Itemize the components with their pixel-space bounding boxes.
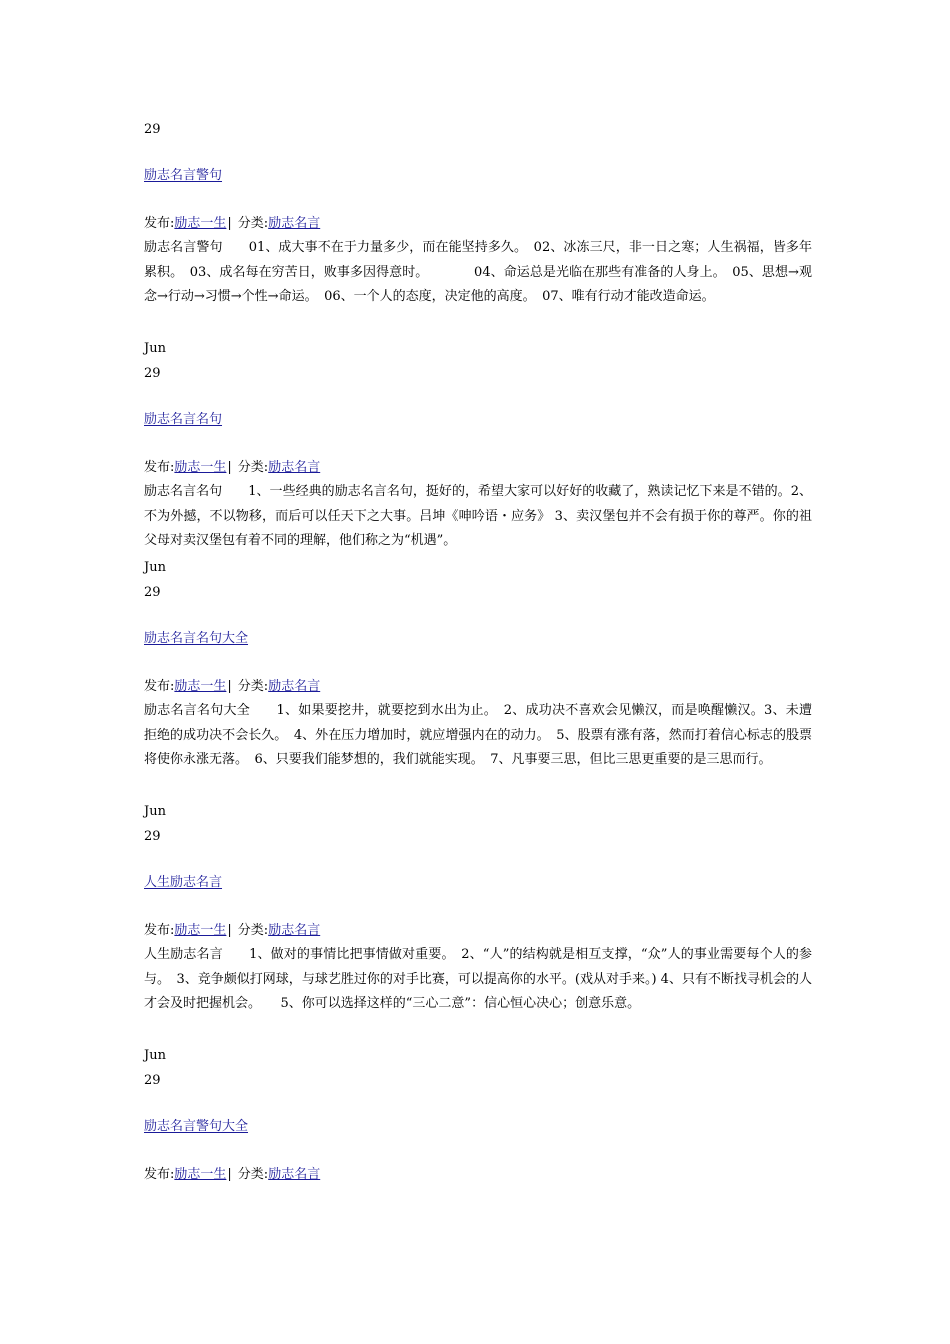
post-meta (144, 214, 320, 234)
post-date-month: Jun (144, 341, 166, 356)
post-date-month: Jun (144, 804, 166, 819)
post-date-day: 29 (144, 122, 161, 137)
category-label: 分类: (237, 216, 269, 231)
post-title-link[interactable]: 励志名言警句大全 (144, 1119, 249, 1134)
post-meta (144, 921, 320, 941)
publish-label: 发布: (144, 216, 175, 231)
post-excerpt: 励志名言警句 01、成大事不在于力量多少，而在能坚持多久。 02、冰冻三尺，非一日之寒；人生祸福，皆多年累积。 03、成名每在穷苦日，败事多因得意时。 04、命运总是光临在那些有准备的人身上。 05、思想→观念→行动→习惯→个性→命运。 06、一个人的态度，决定他的高度。 07、唯有行动才能改造命运。 (144, 240, 812, 304)
post-meta (144, 458, 320, 478)
post-date-day: 29 (144, 1073, 161, 1088)
publish-label: 发布: (144, 460, 175, 475)
post-excerpt: 励志名言名句大全 1、如果要挖井，就要挖到水出为止。 2、成功决不喜欢会见懒汉，而是唤醒懒汉。3、未遭拒绝的成功决不会长久。 4、外在压力增加时，就应增强内在的动力。 5、股票有涨有落，然而打着信心标志的股票将使你永涨无落。 6、只要我们能梦想的，我们就能实现。 7、凡事要三思，但比三思更重要的是三思而行。 (144, 703, 812, 767)
post-date-month: Jun (144, 560, 166, 575)
post-title-link[interactable]: 人生励志名言 (144, 875, 223, 890)
author-link[interactable]: 励志一生 (174, 216, 227, 231)
author-link[interactable]: 励志一生 (174, 923, 227, 938)
post-date-day: 29 (144, 829, 161, 844)
meta-separator: | (227, 216, 232, 231)
post-excerpt: 励志名言名句 1、一些经典的励志名言名句，挺好的，希望大家可以好好的收藏了，熟读记忆下来是不错的。2、不为外撼，不以物移，而后可以任天下之大事。吕坤《呻吟语・应务》 3、卖汉堡包并不会有损于你的尊严。你的祖父母对卖汉堡包有着不同的理解，他们称之为“机遇”。 (144, 484, 812, 548)
author-link[interactable]: 励志一生 (174, 679, 227, 694)
post-meta (144, 1165, 320, 1185)
post-date-month: Jun (144, 1048, 166, 1063)
meta-separator: | (227, 1167, 232, 1182)
publish-label: 发布: (144, 1167, 175, 1182)
category-link[interactable]: 励志名言 (268, 1167, 321, 1182)
post-date-day: 29 (144, 366, 161, 381)
post-title-link[interactable]: 励志名言名句大全 (144, 631, 249, 646)
meta-separator: | (227, 460, 232, 475)
category-link[interactable]: 励志名言 (268, 923, 321, 938)
meta-separator: | (227, 679, 232, 694)
post-date-day: 29 (144, 585, 161, 600)
post-meta (144, 677, 320, 697)
post-excerpt: 人生励志名言 1、做对的事情比把事情做对重要。 2、“人”的结构就是相互支撑，“众”人的事业需要每个人的参与。 3、竞争颇似打网球，与球艺胜过你的对手比赛，可以提高你的水平。(戏从对手来。) 4、只有不断找寻机会的人才会及时把握机会。 5、你可以选择这样的“三心二意”：信心恒心决心；创意乐意。 (144, 947, 812, 1011)
category-link[interactable]: 励志名言 (268, 460, 321, 475)
publish-label: 发布: (144, 679, 175, 694)
post-title-link[interactable]: 励志名言警句 (144, 168, 223, 183)
post-title-link[interactable]: 励志名言名句 (144, 412, 223, 427)
author-link[interactable]: 励志一生 (174, 1167, 227, 1182)
category-label: 分类: (237, 1167, 269, 1182)
category-label: 分类: (237, 923, 269, 938)
category-link[interactable]: 励志名言 (268, 679, 321, 694)
author-link[interactable]: 励志一生 (174, 460, 227, 475)
category-link[interactable]: 励志名言 (268, 216, 321, 231)
category-label: 分类: (237, 460, 269, 475)
publish-label: 发布: (144, 923, 175, 938)
category-label: 分类: (237, 679, 269, 694)
meta-separator: | (227, 923, 232, 938)
